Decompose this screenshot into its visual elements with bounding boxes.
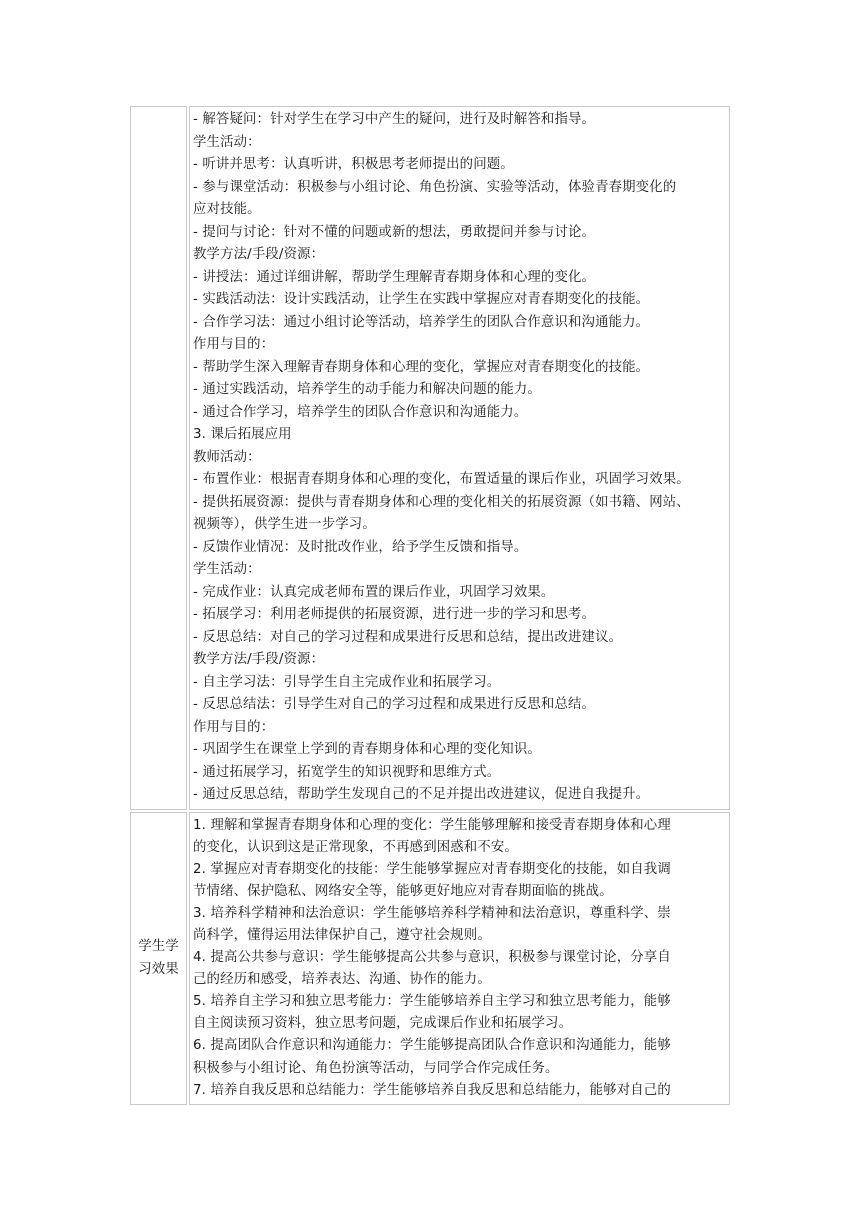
row-label-cell-empty	[130, 106, 187, 810]
section-heading: 学生活动：	[193, 562, 261, 577]
text-line: 节情绪、保护隐私、网络安全等，能够更好地应对青春期面临的挑战。	[193, 883, 613, 899]
text-line: 2. 掌握应对青春期变化的技能：学生能够掌握应对青春期变化的技能，如自我调	[193, 861, 671, 877]
text-line: - 听讲并思考：认真听讲，积极思考老师提出的问题。	[193, 157, 514, 172]
section-heading: 作用与目的：	[193, 719, 275, 735]
learning-outcomes-cell	[189, 812, 730, 1105]
section-heading: 作用与目的：	[193, 337, 275, 352]
text-line: - 通过反思总结，帮助学生发现自己的不足并提出改进建议，促进自我提升。	[193, 787, 650, 802]
table-row	[130, 812, 730, 1105]
text-line: 的变化，认识到这是正常现象，不再感到困惑和不安。	[193, 839, 518, 855]
text-line: - 布置作业：根据青春期身体和心理的变化，布置适量的课后作业，巩固学习效果。	[193, 472, 690, 487]
text-line: - 参与课堂活动：积极参与小组讨论、角色扮演、实验等活动，体验青春期变化的	[193, 179, 677, 195]
text-line: 视频等），供学生进一步学习。	[193, 517, 376, 532]
text-line: 1. 理解和掌握青春期身体和心理的变化：学生能够理解和接受青春期身体和心理	[193, 817, 671, 833]
text-line: - 通过拓展学习，拓宽学生的知识视野和思维方式。	[193, 764, 501, 780]
text-line: - 反思总结法：引导学生对自己的学习过程和成果进行反思和总结。	[193, 697, 596, 712]
text-line: 6. 提高团队合作意识和沟通能力：学生能够提高团队合作意识和沟通能力，能够	[193, 1038, 671, 1054]
text-line: - 提供拓展资源：提供与青春期身体和心理的变化相关的拓展资源（如书籍、网站、	[193, 494, 690, 510]
text-line: 自主阅读预习资料，独立思考问题，完成课后作业和拓展学习。	[193, 1016, 573, 1032]
row-label-line: 学生学	[138, 938, 179, 955]
text-line: 3. 培养科学精神和法治意识：学生能够培养科学精神和法治意识，尊重科学、崇	[193, 905, 671, 921]
text-line: 尚科学，懂得运用法律保护自己，遵守社会规则。	[193, 927, 491, 943]
text-line: 4. 提高公共参与意识：学生能够提高公共参与意识，积极参与课堂讨论，分享自	[193, 950, 671, 966]
text-line: - 实践活动法：设计实践活动，让学生在实践中掌握应对青春期变化的技能。	[193, 292, 650, 307]
text-line: - 自主学习法：引导学生自主完成作业和拓展学习。	[193, 674, 501, 690]
text-line: - 通过实践活动，培养学生的动手能力和解决问题的能力。	[193, 382, 541, 397]
section-heading: 3. 课后拓展应用	[193, 427, 292, 442]
section-heading: 学生活动：	[193, 134, 261, 150]
text-line: 积极参与小组讨论、角色扮演等活动，与同学合作完成任务。	[193, 1060, 559, 1076]
lesson-plan-table	[128, 104, 732, 1107]
text-line: - 合作学习法：通过小组讨论等活动，培养学生的团队合作意识和沟通能力。	[193, 314, 650, 330]
text-line: 5. 培养自主学习和独立思考能力：学生能够培养自主学习和独立思考能力，能够	[193, 994, 671, 1010]
text-line: - 通过合作学习，培养学生的团队合作意识和沟通能力。	[193, 404, 528, 420]
section-heading: 教师活动：	[193, 449, 261, 465]
teaching-process-cell	[189, 106, 730, 810]
text-line: - 解答疑问：针对学生在学习中产生的疑问，进行及时解答和指导。	[193, 112, 596, 127]
table-row	[130, 106, 730, 810]
text-line: - 帮助学生深入理解青春期身体和心理的变化，掌握应对青春期变化的技能。	[193, 359, 650, 375]
text-line: - 完成作业：认真完成老师布置的课后作业，巩固学习效果。	[193, 584, 555, 600]
text-line: - 提问与讨论：针对不懂的问题或新的想法，勇敢提问并参与讨论。	[193, 224, 596, 240]
text-line: - 反思总结：对自己的学习过程和成果进行反思和总结，提出改进建议。	[193, 629, 623, 645]
row-label-line: 习效果	[138, 961, 179, 978]
text-line: - 讲授法：通过详细讲解，帮助学生理解青春期身体和心理的变化。	[193, 269, 596, 285]
row-label-cell	[130, 812, 187, 1105]
section-heading: 教学方法/手段/资源：	[193, 652, 325, 667]
text-line: 己的经历和感受，培养表达、沟通、协作的能力。	[193, 972, 491, 988]
text-line: 7. 培养自我反思和总结能力：学生能够培养自我反思和总结能力，能够对自己的	[193, 1082, 671, 1098]
text-line: - 拓展学习：利用老师提供的拓展资源，进行进一步的学习和思考。	[193, 607, 596, 622]
text-line: - 反馈作业情况：及时批改作业，给予学生反馈和指导。	[193, 539, 528, 555]
section-heading: 教学方法/手段/资源：	[193, 247, 325, 262]
text-line: - 巩固学生在课堂上学到的青春期身体和心理的变化知识。	[193, 742, 541, 757]
text-line: 应对技能。	[193, 202, 261, 217]
